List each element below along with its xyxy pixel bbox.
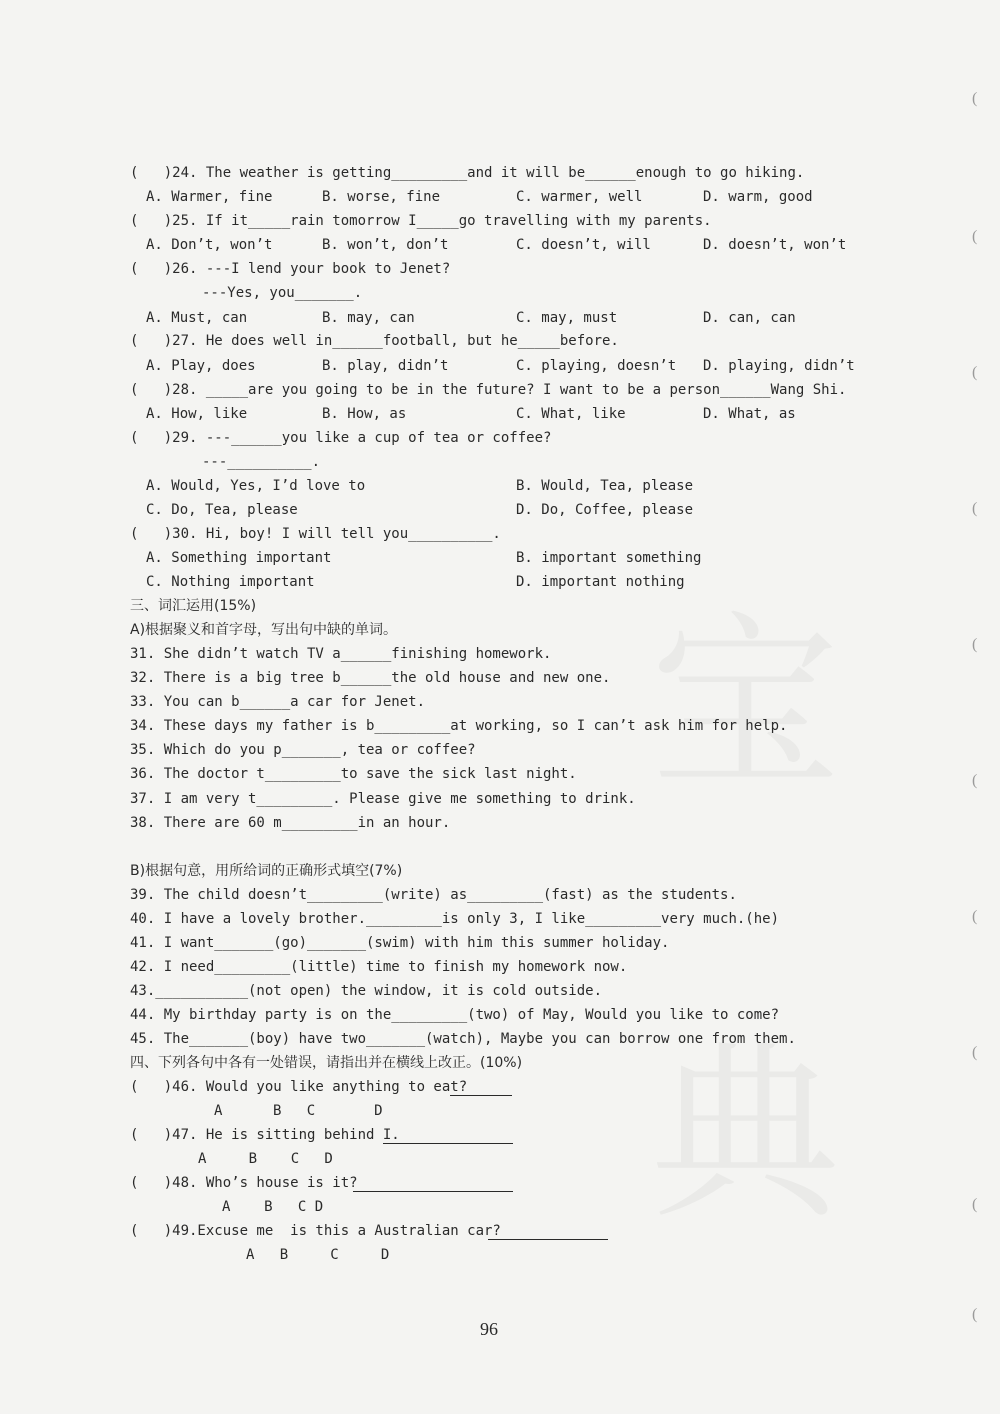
line-sec3a: A)根据聚义和首字母，写出句中缺的单词。 (130, 622, 398, 638)
binding-mark: ( (972, 1306, 978, 1323)
line-q43: 43.___________(not open) the window, it is cold outside. (130, 983, 603, 999)
line-q26-opts-c: C. may, must (516, 310, 618, 326)
line-q27-opts-a: A. Play, does (146, 358, 256, 374)
line-q24-opts-d: D. warm, good (703, 189, 813, 205)
line-q29-b: ---__________. (202, 454, 321, 470)
line-q32: 32. There is a big tree b______the old house and new one. (130, 670, 611, 686)
binding-mark: ( (972, 228, 978, 245)
line-q30: ( )30. Hi, boy! I will tell you__________. (130, 526, 501, 542)
line-q27-opts-c: C. playing, doesn’t (516, 358, 677, 374)
binding-mark: ( (972, 1044, 978, 1061)
line-q26: ( )26. ---I lend your book to Jenet? (130, 261, 451, 277)
line-q26-b: ---Yes, you_______. (202, 285, 363, 301)
binding-mark: ( (972, 1196, 978, 1213)
line-q24-opts-a: A. Warmer, fine (146, 189, 273, 205)
line-q29-opts-c: C. Do, Tea, please (146, 502, 298, 518)
line-q27: ( )27. He does well in______football, but he_____before. (130, 333, 619, 349)
watermark-char-1: 宝 (650, 594, 841, 815)
line-q24-opts-b: B. worse, fine (322, 189, 441, 205)
line-q45: 45. The_______(boy) have two_______(watch), Maybe you can borrow one from them. (130, 1031, 796, 1047)
line-q30-opts-d: D. important nothing (516, 574, 685, 590)
line-q42: 42. I need_________(little) time to finish my homework now. (130, 959, 628, 975)
line-q29: ( )29. ---______you like a cup of tea or coffee? (130, 430, 552, 446)
line-q31: 31. She didn’t watch TV a______finishing homework. (130, 646, 552, 662)
line-q29-opts-d: D. Do, Coffee, please (516, 502, 694, 518)
answer-blank-49[interactable] (488, 1225, 608, 1240)
line-sec4: 四、下列各句中各有一处错误，请指出并在横线上改正。(10%) (130, 1055, 523, 1071)
line-q28: ( )28. _____are you going to be in the future? I want to be a person______Wang Shi. (130, 382, 847, 398)
binding-mark: ( (972, 908, 978, 925)
watermark-char-2: 典 (650, 1024, 841, 1245)
binding-mark: ( (972, 90, 978, 107)
line-sec3: 三、词汇运用(15%) (130, 598, 257, 614)
line-q25: ( )25. If it_____rain tomorrow I_____go travelling with my parents. (130, 213, 712, 229)
line-q49: ( )49.Excuse me is this a Australian car? (130, 1223, 501, 1239)
line-q27-opts-d: D. playing, didn’t (703, 358, 855, 374)
page-number: 96 (480, 1319, 498, 1339)
binding-mark: ( (972, 772, 978, 789)
line-q46-abcd: A B C D (214, 1103, 383, 1119)
line-sec3b: B)根据句意，用所给词的正确形式填空(7%) (130, 863, 403, 879)
line-q24: ( )24. The weather is getting_________and it will be______enough to go hiking. (130, 165, 805, 181)
binding-mark: ( (972, 364, 978, 381)
line-q33: 33. You can b______a car for Jenet. (130, 694, 426, 710)
line-q28-opts-c: C. What, like (516, 406, 626, 422)
line-q28-opts-b: B. How, as (322, 406, 407, 422)
line-q40: 40. I have a lovely brother._________is only 3, I like_________very much.(he) (130, 911, 780, 927)
line-q26-opts-b: B. may, can (322, 310, 415, 326)
line-q30-opts-c: C. Nothing important (146, 574, 315, 590)
line-q26-opts-d: D. can, can (703, 310, 796, 326)
line-q48-abcd: A B C D (222, 1199, 324, 1215)
line-q25-opts-a: A. Don’t, won’t (146, 237, 273, 253)
line-q27-opts-b: B. play, didn’t (322, 358, 449, 374)
line-q25-opts-c: C. doesn’t, will (516, 237, 651, 253)
answer-blank-47[interactable] (383, 1129, 513, 1144)
line-q49-abcd: A B C D (246, 1247, 390, 1263)
line-q24-opts-c: C. warmer, well (516, 189, 643, 205)
line-q38: 38. There are 60 m_________in an hour. (130, 815, 451, 831)
binding-mark: ( (972, 636, 978, 653)
answer-blank-48[interactable] (353, 1177, 513, 1192)
line-q36: 36. The doctor t_________to save the sick last night. (130, 766, 577, 782)
line-q28-opts-a: A. How, like (146, 406, 248, 422)
line-q25-opts-b: B. won’t, don’t (322, 237, 449, 253)
line-q39: 39. The child doesn’t_________(write) as_________(fast) as the students. (130, 887, 737, 903)
line-q41: 41. I want_______(go)_______(swim) with him this summer holiday. (130, 935, 670, 951)
line-q26-opts-a: A. Must, can (146, 310, 248, 326)
line-q29-opts-a: A. Would, Yes, I’d love to (146, 478, 366, 494)
line-q37: 37. I am very t_________. Please give me something to drink. (130, 791, 636, 807)
line-q48: ( )48. Who’s house is it? (130, 1175, 358, 1191)
line-q47: ( )47. He is sitting behind I. (130, 1127, 400, 1143)
line-q46: ( )46. Would you like anything to eat? (130, 1079, 468, 1095)
line-q30-opts-a: A. Something important (146, 550, 332, 566)
line-q35: 35. Which do you p_______, tea or coffee? (130, 742, 476, 758)
binding-mark: ( (972, 500, 978, 517)
answer-blank-46[interactable] (450, 1081, 512, 1096)
line-q30-opts-b: B. important something (516, 550, 702, 566)
line-q29-opts-b: B. Would, Tea, please (516, 478, 694, 494)
line-q34: 34. These days my father is b_________at working, so I can’t ask him for help. (130, 718, 788, 734)
line-q47-abcd: A B C D (198, 1151, 333, 1167)
line-q25-opts-d: D. doesn’t, won’t (703, 237, 847, 253)
line-q44: 44. My birthday party is on the_________(two) of May, Would you like to come? (130, 1007, 780, 1023)
line-q28-opts-d: D. What, as (703, 406, 796, 422)
